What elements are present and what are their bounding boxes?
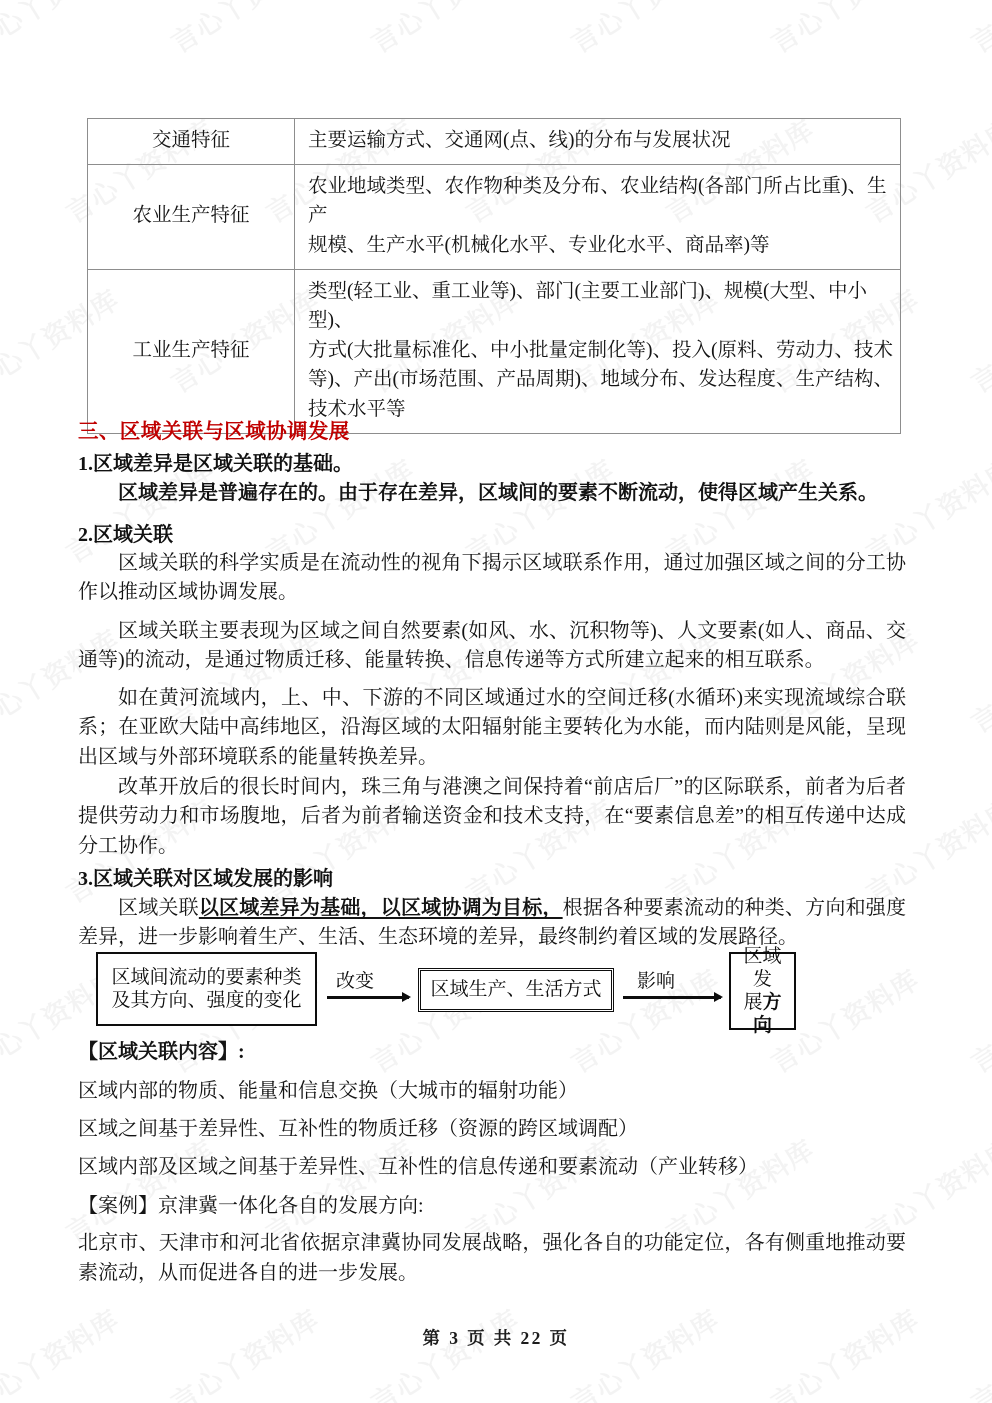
content-block-line-2-wrapper	[78, 1115, 906, 1144]
content-block-line-1-wrapper	[78, 1077, 906, 1106]
cell-line: 方式(大批量标准化、中小批量定制化等)、投入(原料、劳动力、技术	[308, 339, 893, 361]
item1-title: 1.区域差异是区域关联的基础。	[78, 453, 353, 475]
table-cell-value	[295, 164, 901, 269]
item3-title-wrapper	[78, 862, 906, 891]
table-cell-value	[295, 119, 901, 165]
item1-title-wrapper	[78, 447, 906, 476]
item3-paragraph-suffix: 根据各种要素流动的种类、方向和强度差异，进一步影响着生产、生活、生态环境的差异，最终制约着区域的发展路径。	[78, 897, 907, 949]
cell-line: 规模、生产水平(机械化水平、专业化水平、商品率)等	[308, 234, 770, 256]
page-footer: 第 3 页 共 22 页	[422, 1328, 570, 1348]
flow-box3-line2-plain: 展	[743, 992, 763, 1013]
table-row	[88, 269, 901, 433]
cell-line: 等)、产出(市场范围、产品周期)、地域分布、发达程度、生产结构、	[308, 369, 893, 391]
section-heading-wrapper	[78, 414, 906, 444]
item2-para3-wrapper	[78, 684, 906, 772]
cell-line: 类型(轻工业、重工业等)、部门(主要工业部门)、规模(大型、中小型)、	[308, 280, 867, 332]
item2-paragraph-3: 如在黄河流域内，上、中、下游的不同区域通过水的空间迁移(水循环)来实现流域综合联系；在亚欧大陆中高纬地区，沿海区域的太阳辐射能主要转化为水能，而内陆则是风能，呈现出区域与外部环境联系的能量转换差异。	[78, 687, 906, 768]
table-row	[88, 119, 901, 165]
item2-title: 2.区域关联	[78, 524, 173, 546]
content-block-line: 区域内部的物质、能量和信息交换（大城市的辐射功能）	[78, 1080, 578, 1102]
flow-box-production-lifestyle: 区域生产、生活方式	[418, 968, 614, 1012]
feature-table-wrapper	[87, 118, 901, 434]
case-block-title-wrapper	[78, 1192, 906, 1221]
flow-arrow-1-icon	[327, 996, 409, 999]
flow-box-development-direction	[729, 945, 796, 1037]
flow-box1-line2: 及其方向、强度的变化	[111, 990, 302, 1011]
region-feature-table	[87, 118, 901, 434]
cell-line: 主要运输方式、交通网(点、线)的分布与发展状况	[308, 130, 731, 151]
flow-arrow-2-label: 影响	[637, 971, 676, 992]
item2-paragraph-1: 区域关联的科学实质是在流动性的视角下揭示区域联系作用，通过加强区域之间的分工协作以推动区域协调发展。	[78, 552, 906, 604]
flow-arrow-1-label: 改变	[336, 971, 375, 992]
flow-arrow-2-icon	[623, 996, 721, 999]
item3-paragraph-prefix: 区域关联	[118, 897, 199, 919]
item2-paragraph-2: 区域关联主要表现为区域之间自然要素(如风、水、沉积物等)、人文要素(如人、商品、交通等)的流动，是通过物质迁移、能量转换、信息传递等方式所建立起来的相互联系。	[78, 620, 906, 672]
table-row	[88, 164, 901, 269]
item2-para2-wrapper	[78, 617, 906, 676]
table-cell-label: 工业生产特征	[88, 269, 295, 433]
flow-box3-line2-bold: 方向	[752, 992, 782, 1037]
item2-para4-wrapper	[78, 773, 906, 861]
content-block-title-wrapper	[78, 1038, 906, 1067]
table-cell-label: 交通特征	[88, 119, 295, 165]
item1-paragraph-wrapper	[78, 479, 906, 508]
content-block-line: 区域之间基于差异性、互补性的物质迁移（资源的跨区域调配）	[78, 1118, 638, 1140]
cell-line: 技术水平等	[308, 399, 406, 420]
item3-title: 3.区域关联对区域发展的影响	[78, 868, 333, 890]
content-block-title: 【区域关联内容】:	[78, 1041, 245, 1063]
content-block-line-3-wrapper	[78, 1153, 906, 1182]
section-heading: 三、区域关联与区域协调发展	[78, 420, 350, 443]
case-block-body-wrapper	[78, 1228, 906, 1288]
content-block-line: 区域内部及区域之间基于差异性、互补性的信息传递和要素流动（产业转移）	[78, 1156, 758, 1178]
item2-paragraph-4: 改革开放后的很长时间内，珠三角与港澳之间保持着“前店后厂”的区际联系，前者为后者提供劳动力和市场腹地，后者为前者输送资金和技术支持，在“要素信息差”的相互传递中达成分工协作。	[78, 776, 906, 857]
item2-para1-wrapper	[78, 549, 906, 608]
item3-paragraph-underlined: 以区域差异为基础，以区域协调为目标，	[198, 897, 563, 919]
case-block-body: 北京市、天津市和河北省依据京津冀协同发展战略，强化各自的功能定位，各有侧重地推动要素流动，从而促进各自的进一步发展。	[78, 1232, 906, 1284]
table-cell-label: 农业生产特征	[88, 164, 295, 269]
flow-box1-line1: 区域间流动的要素种类	[111, 966, 302, 988]
flow-box3-line1: 区域发	[743, 945, 782, 990]
item2-title-wrapper	[78, 518, 906, 547]
table-cell-value	[295, 269, 901, 433]
cell-line: 农业地域类型、农作物种类及分布、农业结构(各部门所占比重)、生产	[308, 175, 887, 227]
flow-box-element-flow	[96, 952, 317, 1026]
region-relation-flowchart	[96, 945, 796, 1037]
item1-paragraph: 区域差异是普遍存在的。由于存在差异，区域间的要素不断流动，使得区域产生关系。	[118, 482, 878, 504]
case-block-title: 【案例】京津冀一体化各自的发展方向:	[78, 1195, 424, 1217]
flow-box3-line2	[737, 991, 788, 1037]
